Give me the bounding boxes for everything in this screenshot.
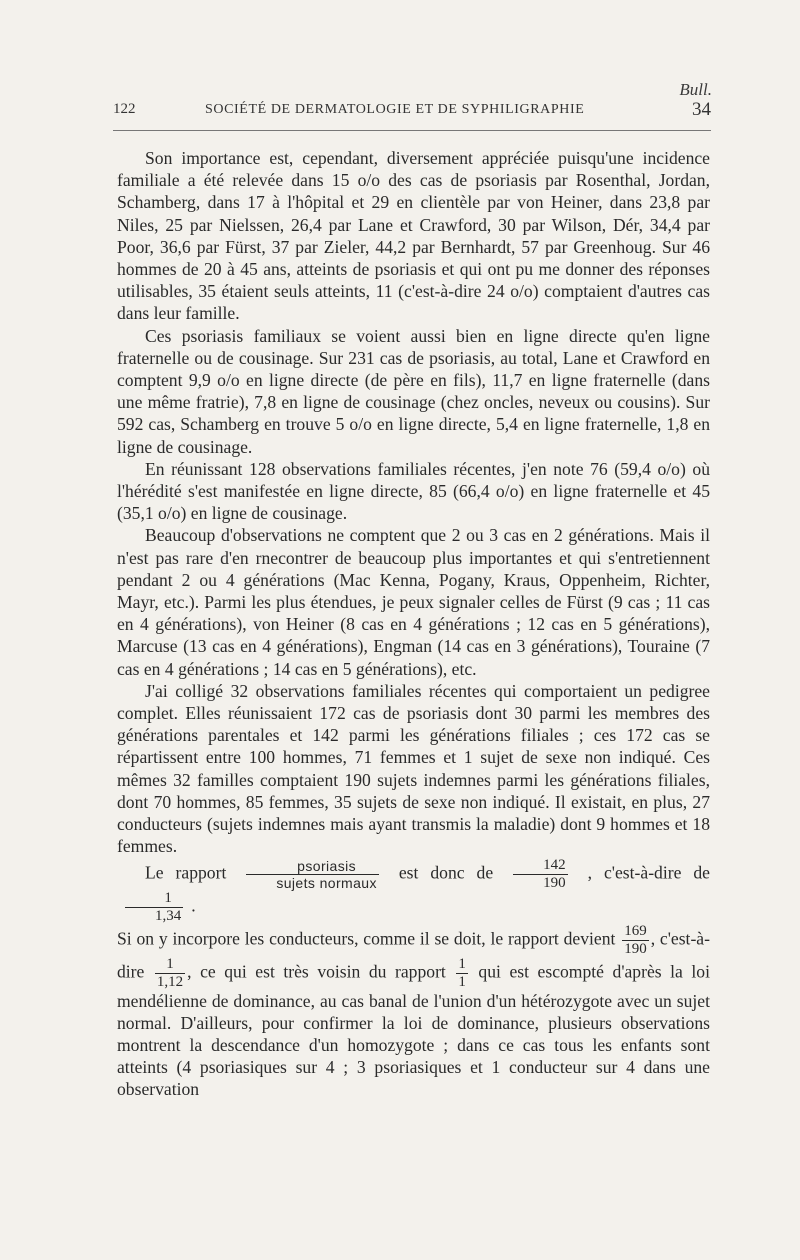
fraction-numerator: 142 (513, 858, 568, 875)
rapport-mid-1: est donc de (398, 862, 494, 883)
fraction-numerator: 1 (125, 891, 183, 908)
fraction-1-1 (456, 957, 468, 990)
article-body (117, 147, 710, 1101)
journal-title: SOCIÉTÉ DE DERMATOLOGIE ET DE SYPHILIGRAPHIE (205, 102, 585, 117)
final-text-3: qui est escompté d'après la loi mendélienne de dominance, au cas banal de l'union d'un hétérozygote avec un sujet normal. D'ailleurs, pour confirmer la loi de dominance, plusieurs observations montrent la descendance d'un homozygote ; dans ce cas tous les enfants sont atteints (4 psoriasiques sur 4 ; 3 psoriasiques et 1 conducteur sur 4 dans une observation (117, 961, 710, 1100)
fraction-psoriasis-normaux (246, 859, 379, 890)
fraction-numerator: 1 (458, 955, 466, 972)
page-number: 122 (113, 101, 136, 117)
volume-number: 34 (692, 99, 711, 120)
fraction-denominator: 190 (543, 874, 566, 891)
rapport-line (117, 858, 710, 924)
paragraph-1: Son importance est, cependant, diversement appréciée puisqu'une incidence familiale a été relevée dans 15 o/o des cas de psoriasis par Rosenthal, Jordan, Schamberg, dans 17 à l'hôpital et 29 en clientèle par von Heiner, dans 23,8 par Niles, 25 par Nielssen, 26,4 par Lane et Crawford, 30 par Wilson, Dér, 34,4 par Poor, 36,6 par Fürst, 37 par Zieler, 44,2 par Bernhardt, 57 par Greenhoug. Sur 46 hommes de 20 à 45 ans, atteints de psoriasis et qui ont pu me donner des réponses utilisables, 35 étaient seuls atteints, 11 (c'est-à-dire 24 o/o) comptaient d'autres cas dans leur famille. (117, 148, 710, 324)
final-text-2: , ce qui est très voisin du rapport (187, 961, 446, 982)
fraction-denominator: 1 (458, 973, 466, 990)
fraction-142-190 (513, 858, 568, 891)
header-rule (113, 130, 711, 131)
fraction-1-112 (155, 957, 185, 990)
running-header (113, 101, 711, 123)
fraction-169-190 (622, 924, 649, 957)
fraction-denominator: sujets normaux (276, 874, 377, 891)
final-text-1: , c'est-à-dire (117, 928, 710, 982)
rapport-mid-2: , c'est-à-dire de (587, 862, 710, 883)
paragraph-5: J'ai colligé 32 observations familiales récentes qui comportaient un pedigree complet. Elles réunissaient 172 cas de psoriasis dont 30 parmi les membres des générations parentales et 142 parmi les générations filiales ; ces 172 cas se répartissent entre 100 hommes, 71 femmes et 1 sujet de sexe non indiqué. Ces mêmes 32 familles comptaient 190 sujets indemnes parmi les générations filiales, dont 70 hommes, 85 femmes, 35 sujets de sexe non indiqué. Il existait, en plus, 27 conducteurs (sujets indemnes mais ayant transmis la maladie) dont 9 hommes et 18 femmes. (117, 680, 710, 857)
paragraph-2: Ces psoriasis familiaux se voient aussi bien en ligne directe qu'en ligne fraternelle ou de cousinage. Sur 231 cas de psoriasis, au total, Lane et Crawford en comptent 9,9 o/o en ligne directe (de père en fils), 11,7 en ligne fraternelle (dans une même fratrie), 7,8 en ligne de cousinage (chez oncles, neveux ou cousins). Sur 592 cas, Schamberg en trouve 5 o/o en ligne directe, 5,4 en ligne fraternelle, 1,8 en ligne de cousinage. (117, 325, 710, 457)
final-paragraph (117, 924, 710, 1101)
fraction-denominator: 1,12 (156, 973, 184, 990)
fraction-denominator: 1,34 (155, 907, 182, 924)
fraction-denominator: 190 (624, 940, 647, 957)
fraction-numerator: 169 (624, 922, 647, 939)
paragraph-3: En réunissant 128 observations familiales récentes, j'en note 76 (59,4 o/o) où l'hérédité s'est manifestée en ligne directe, 85 (66,4 o/o) en ligne fraternelle et 45 (35,1 o/o) en ligne de cousinage. (117, 458, 710, 524)
final-line-1: Si on y incorpore les conducteurs, comme il se doit, le rapport devient (117, 928, 616, 949)
fraction-1-134 (125, 891, 183, 924)
rapport-lead: Le rapport (145, 862, 227, 883)
rapport-end: . (191, 895, 196, 916)
fraction-numerator: psoriasis (246, 859, 379, 875)
fraction-numerator: 1 (155, 957, 185, 974)
paragraph-4: Beaucoup d'observations ne comptent que 2 ou 3 cas en 2 générations. Mais il n'est pas rare d'en rnecontrer de beaucoup plus importantes et qui s'entretiennent pendant 2 ou 4 générations (Mac Kenna, Pogany, Kraus, Oppenheim, Richter, Mayr, etc.). Parmi les plus étendues, je peux signaler celles de Fürst (9 cas ; 11 cas en 4 générations), von Heiner (8 cas en 4 générations ; 12 cas en 5 générations), Marcuse (13 cas en 4 générations), Engman (14 cas en 3 générations), Touraine (7 cas en 4 générations ; 14 cas en 5 générations), etc. (117, 525, 710, 679)
corner-note: Bull. (679, 80, 712, 99)
